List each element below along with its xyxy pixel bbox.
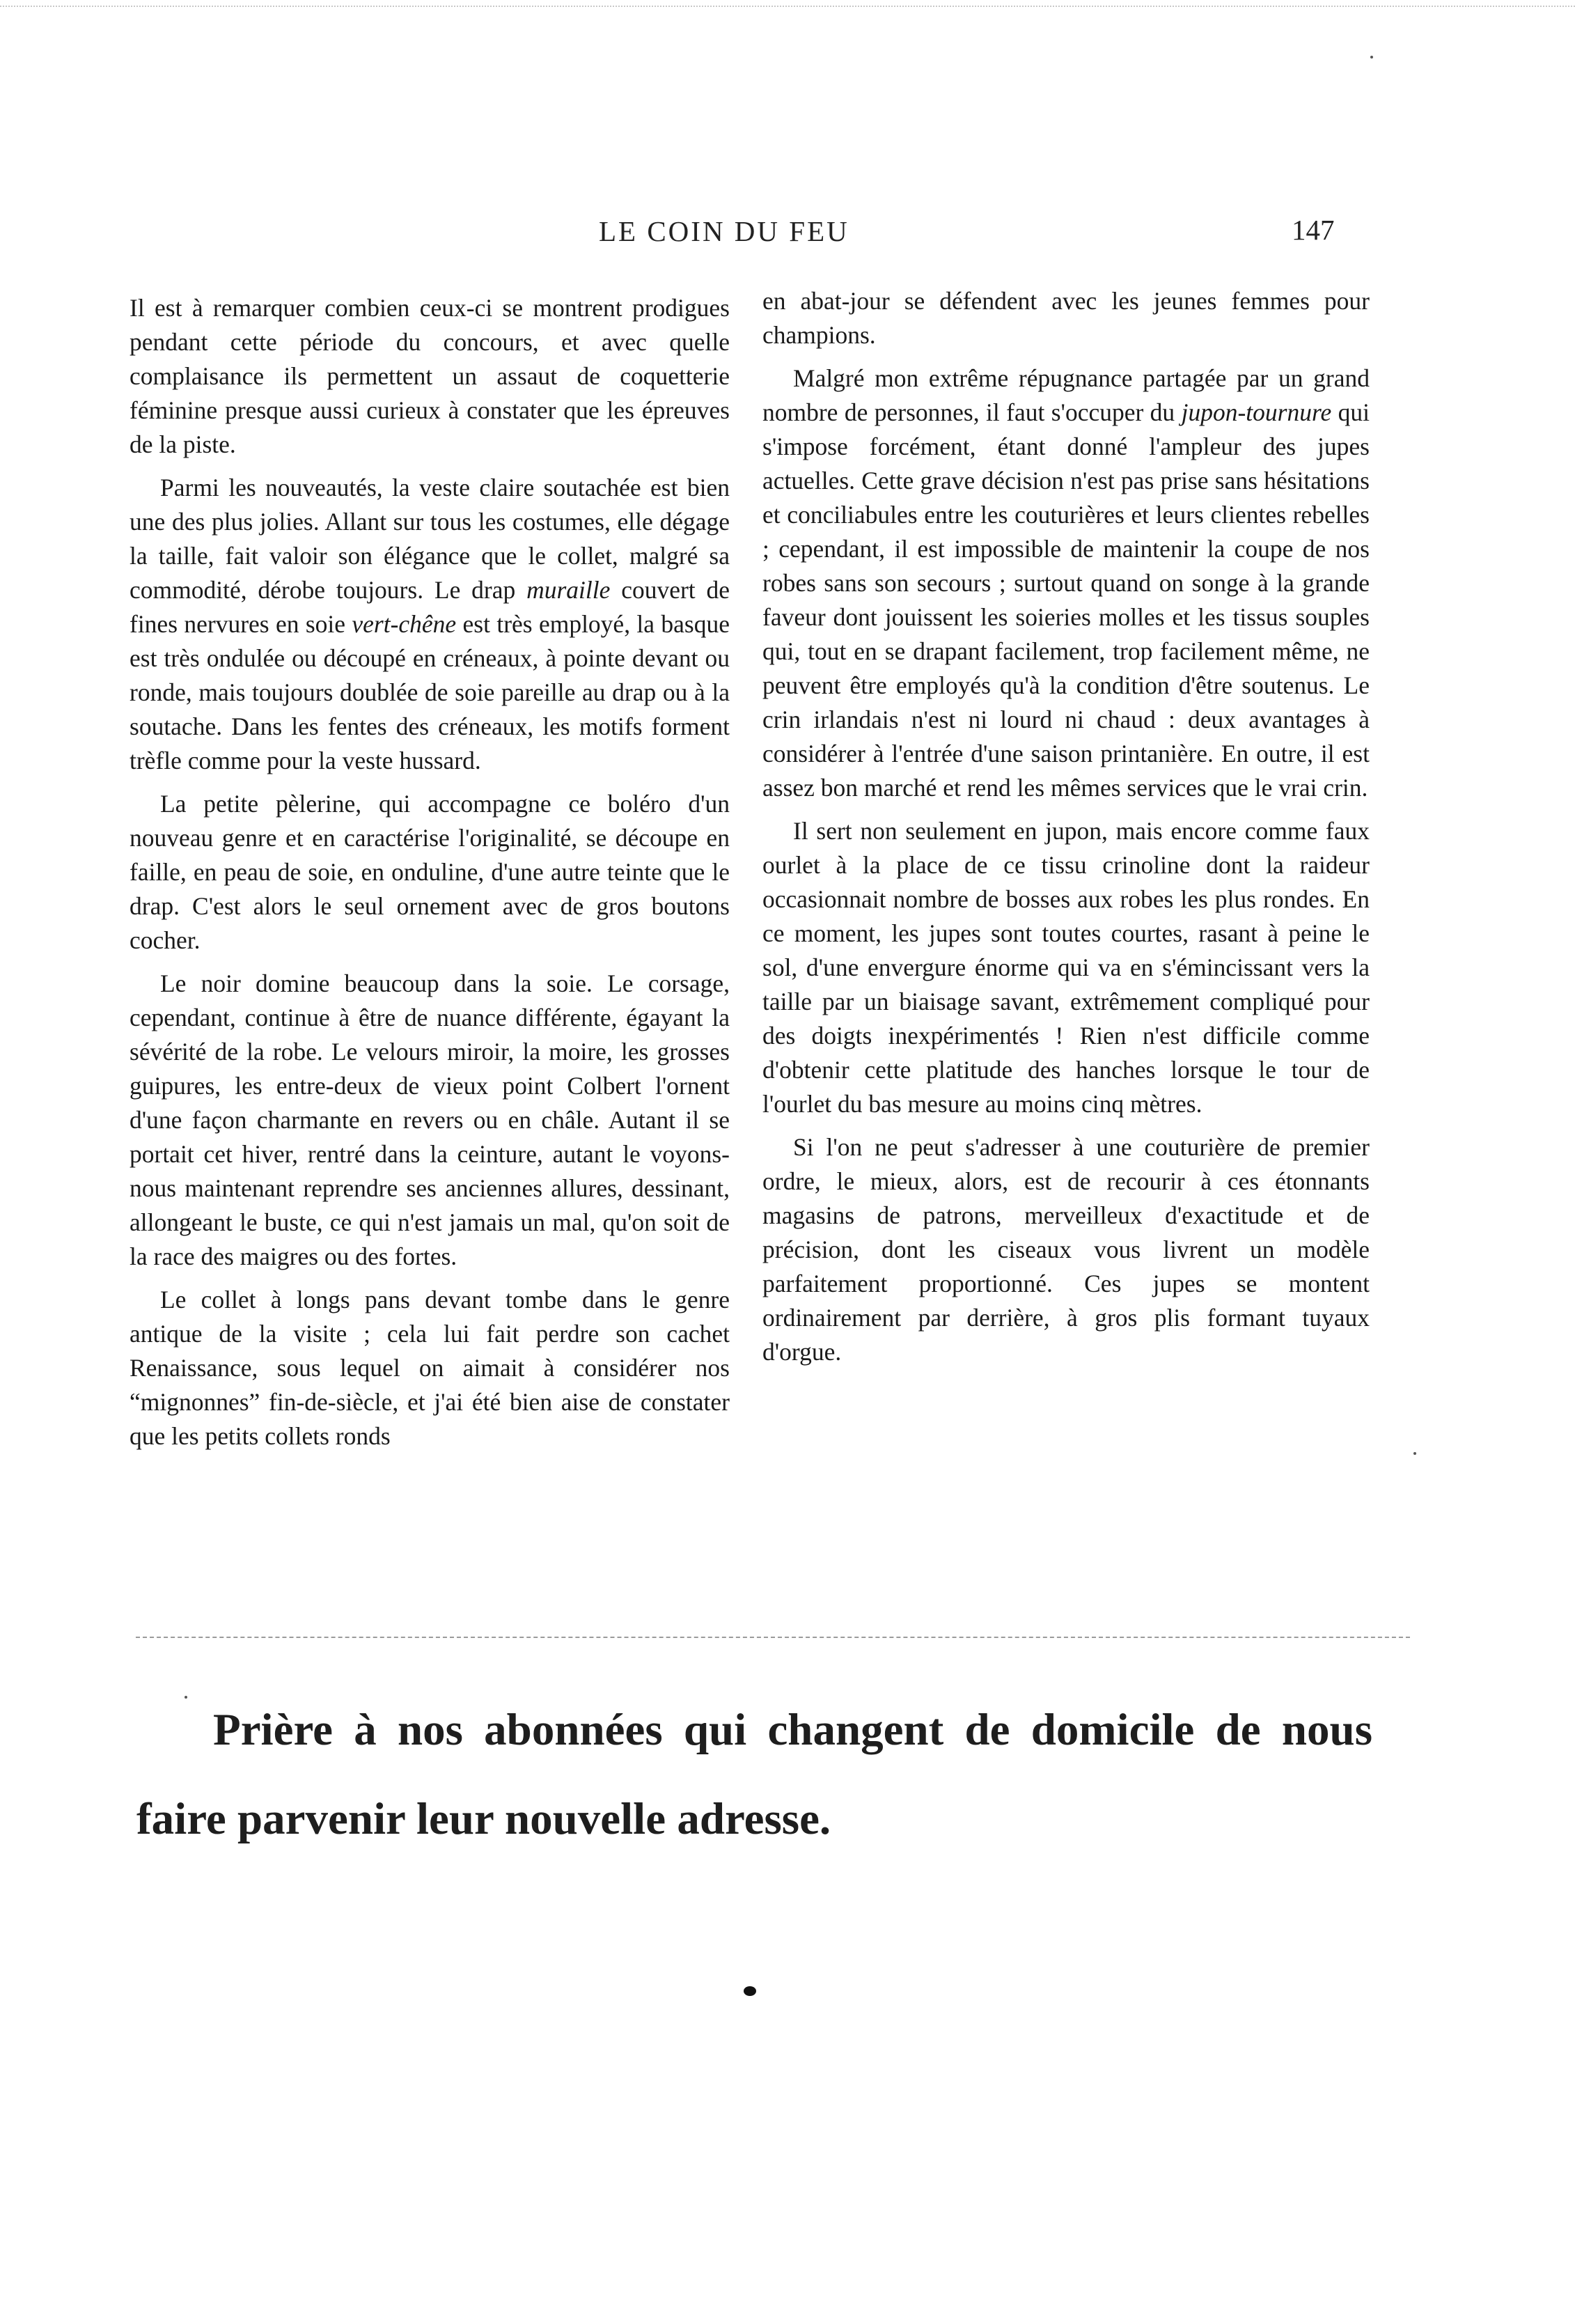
running-head: LE COIN DU FEU <box>599 215 849 247</box>
scan-top-edge <box>0 6 1575 7</box>
text-run: Parmi les nouveautés, la veste claire soutachée est bien une des plus jolies. Allant sur tous les costumes, elle dégage la taille, fait valoir son élégance que le collet, malgré sa commodité, dérobe toujours. Le drap <box>130 474 730 604</box>
subscriber-notice: Prière à nos abonnées qui changent de domicile de nous faire parvenir leur nouvelle adresse. <box>136 1705 1372 1844</box>
text-run: couvert de fines nervures en soie <box>130 576 730 638</box>
paragraph: Il est à remarquer combien ceux-ci se montrent prodigues pendant cette période du concours, et avec quelle complaisance ils permettent un assaut de coquetterie féminine presque aussi curieux à constater que les épreuves de la piste. <box>130 294 730 458</box>
paragraph: en abat-jour se défendent avec les jeunes femmes pour champions. <box>762 287 1370 349</box>
paragraph: Si l'on ne peut s'adresser à une couturière de premier ordre, le mieux, alors, est de recourir à ces étonnants magasins de patrons, merveilleux d'exactitude et de précision, dont les ciseaux vous livrent un modèle parfaitement proportionné. Ces jupes se montent ordinairement par derrière, à gros plis formant tuyaux d'orgue. <box>762 1133 1370 1366</box>
paragraph: La petite pèlerine, qui accompagne ce boléro d'un nouveau genre et en caractérise l'originalité, se découpe en faille, en peau de soie, en onduline, d'une autre teinte que le drap. C'est alors le seul ornement avec de gros boutons cocher. <box>130 790 730 954</box>
ornament-dot <box>744 1986 756 1996</box>
paragraph: Le collet à longs pans devant tombe dans le genre antique de la visite ; cela lui fait perdre son cachet Renaissance, sous lequel on aimait à considérer nos “mignonnes” fin-de-siècle, et j'ai été bien aise de constater que les petits collets ronds <box>130 1286 730 1450</box>
italic-term: vert-chêne <box>352 610 457 638</box>
scan-speck <box>1370 56 1373 59</box>
left-column <box>130 291 730 1463</box>
paragraph: Il sert non seulement en jupon, mais encore comme faux ourlet à la place de ce tissu crinoline dont la raideur occasionnait nombre de bosses aux robes les plus rondes. En ce moment, les jupes sont toutes courtes, rasant à peine le sol, d'une envergure énorme qui va en s'émincissant vers la taille par un biaisage savant, extrêmement compliqué pour des doigts inexpérimentés ! Rien n'est difficile comme d'obtenir cette platitude des hanches lorsque le tour de l'ourlet du bas mesure au moins cinq mètres. <box>762 817 1370 1118</box>
right-column <box>762 284 1370 1378</box>
page-number: 147 <box>1292 214 1335 246</box>
scan-speck <box>185 1696 187 1699</box>
section-divider <box>136 1637 1410 1638</box>
italic-term: muraille <box>526 576 611 604</box>
paragraph <box>762 361 1370 805</box>
text-run: Malgré mon extrême répugnance partagée par un grand nombre de personnes, il faut s'occuper du <box>762 364 1370 426</box>
paragraph: Le noir domine beaucoup dans la soie. Le corsage, cependant, continue à être de nuance différente, égayant la sévérité de la robe. Le velours miroir, la moire, les grosses guipures, les entre-deux de vieux point Colbert l'ornent d'une façon charmante en revers ou en châle. Autant il se portait cet hiver, rentré dans la ceinture, autant le voyons-nous maintenant reprendre ses anciennes allures, dessinant, allongeant le buste, ce qui n'est jamais un mal, qu'on soit de la race des maigres ou des fortes. <box>130 969 730 1270</box>
text-run: est très employé, la basque est très ondulée ou découpé en créneaux, à pointe devant ou ronde, mais toujours doublée de soie pareille au drap ou à la soutache. Dans les fentes des créneaux, les motifs forment trèfle comme pour la veste hussard. <box>130 610 730 774</box>
text-run: qui s'impose forcément, étant donné l'ampleur des jupes actuelles. Cette grave décision n'est pas prise sans hésitations et conciliabules entre les couturières et leurs clientes rebelles ; cependant, il est impossible de maintenir la coupe de nos robes sans son secours ; surtout quand on songe à la grande faveur dont jouissent les soieries molles et les tissus souples qui, tout en se drapant facilement, trop facilement même, ne peuvent être employés qu'à la condition d'être soutenus. Le crin irlandais n'est ni lourd ni chaud : deux avantages à considérer à l'entrée d'une saison printanière. En outre, il est assez bon marché et rend les mêmes services que le vrai crin. <box>762 398 1370 802</box>
italic-term: jupon-tournure <box>1181 398 1332 426</box>
scan-speck <box>1413 1452 1416 1455</box>
paragraph <box>130 471 730 778</box>
